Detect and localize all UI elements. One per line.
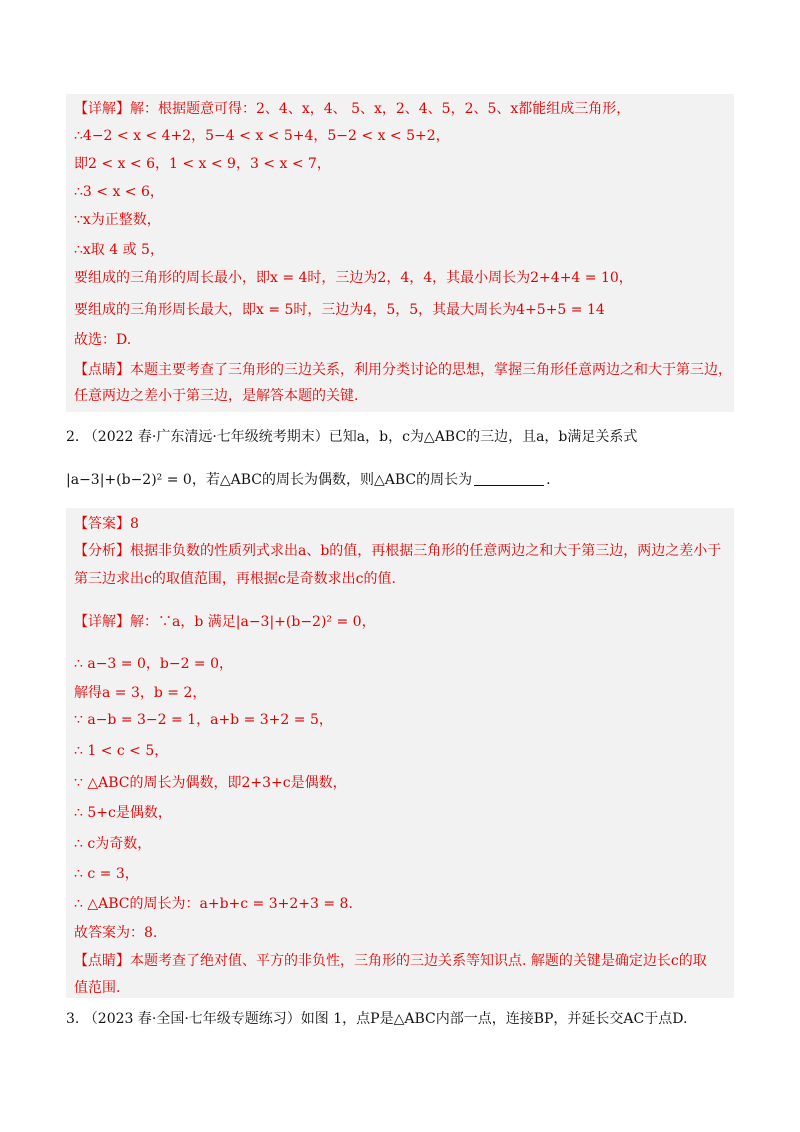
question-3-line-1: 3. （2023 春·全国·七年级专题练习）如图 1，点P是△ABC内部一点，连接BP，并延长交AC于点D.: [66, 1011, 688, 1027]
question-2-line-2: [66, 469, 551, 491]
detail-line: ∴ 5+c是偶数，: [74, 805, 172, 821]
analysis-line: 第三边求出c的取值范围，再根据c是奇数求出c的值.: [74, 571, 396, 587]
detail-line: ∴x取 4 或 5，: [74, 242, 164, 258]
detail-line: ∴ △ABC的周长为：a+b+c = 3+2+3 = 8.: [74, 896, 353, 912]
detail-line: ∴3 < x < 6，: [74, 184, 164, 200]
solution-block-1: [66, 94, 734, 412]
detail-line: 要组成的三角形的周长最小，即x = 4时，三边为2，4，4，其最小周长为2+4+4 = 10，: [74, 270, 633, 286]
answer-blank: [474, 471, 544, 486]
solution-block-2: [66, 508, 734, 998]
detail-line: 故选：D.: [74, 332, 132, 348]
detail-line: ∵ a−b = 3−2 = 1，a+b = 3+2 = 5，: [74, 712, 333, 728]
detail-line: ∵ △ABC的周长为偶数，即2+3+c是偶数，: [74, 775, 347, 791]
comment-line: 【点睛】本题主要考查了三角形的三边关系，利用分类讨论的思想，掌握三角形任意两边之和大于第三边，: [74, 362, 732, 378]
question-2-line-1: 2. （2022 春·广东清远·七年级统考期末）已知a，b，c为△ABC的三边，且a，b满足关系式: [66, 429, 638, 445]
detail-line: 解得a = 3，b = 2，: [74, 685, 207, 701]
detail-line: ∵x为正整数，: [74, 212, 161, 228]
analysis-line: 【分析】根据非负数的性质列式求出a、b的值，再根据三角形的任意两边之和大于第三边，两边之差小于: [74, 543, 722, 559]
detail-line: 故答案为：8.: [74, 925, 158, 941]
detail-line: 【详解】解：根据题意可得：2、4、x，4、 5、x，2、4、5，2、5、x都能组成三角形，: [74, 101, 631, 117]
comment-line: 值范围.: [74, 980, 121, 996]
detail-line: ∴4−2 < x < 4+2，5−4 < x < 5+4，5−2 < x < 5+2，: [74, 128, 450, 144]
question-2-end: .: [546, 472, 551, 488]
question-2-text: |a−3|+(b−2)² = 0，若△ABC的周长为偶数，则△ABC的周长为: [66, 472, 473, 488]
detail-line: ∴ c = 3，: [74, 866, 139, 882]
comment-line: 【点睛】本题考查了绝对值、平方的非负性，三角形的三边关系等知识点. 解题的关键是确定边长c的取: [74, 953, 707, 969]
detail-line: 要组成的三角形周长最大，即x = 5时，三边为4，5，5，其最大周长为4+5+5 = 14: [74, 302, 605, 318]
answer-line: 【答案】8: [74, 516, 139, 532]
detail-line: 即2 < x < 6，1 < x < 9，3 < x < 7，: [74, 156, 331, 172]
detail-line: ∴ a−3 = 0，b−2 = 0，: [74, 656, 234, 672]
detail-line: ∴ 1 < c < 5，: [74, 743, 169, 759]
detail-line: 【详解】解：∵a，b 满足|a−3|+(b−2)² = 0，: [74, 614, 376, 630]
detail-line: ∴ c为奇数，: [74, 836, 152, 852]
comment-line: 任意两边之差小于第三边，是解答本题的关键.: [74, 388, 359, 404]
